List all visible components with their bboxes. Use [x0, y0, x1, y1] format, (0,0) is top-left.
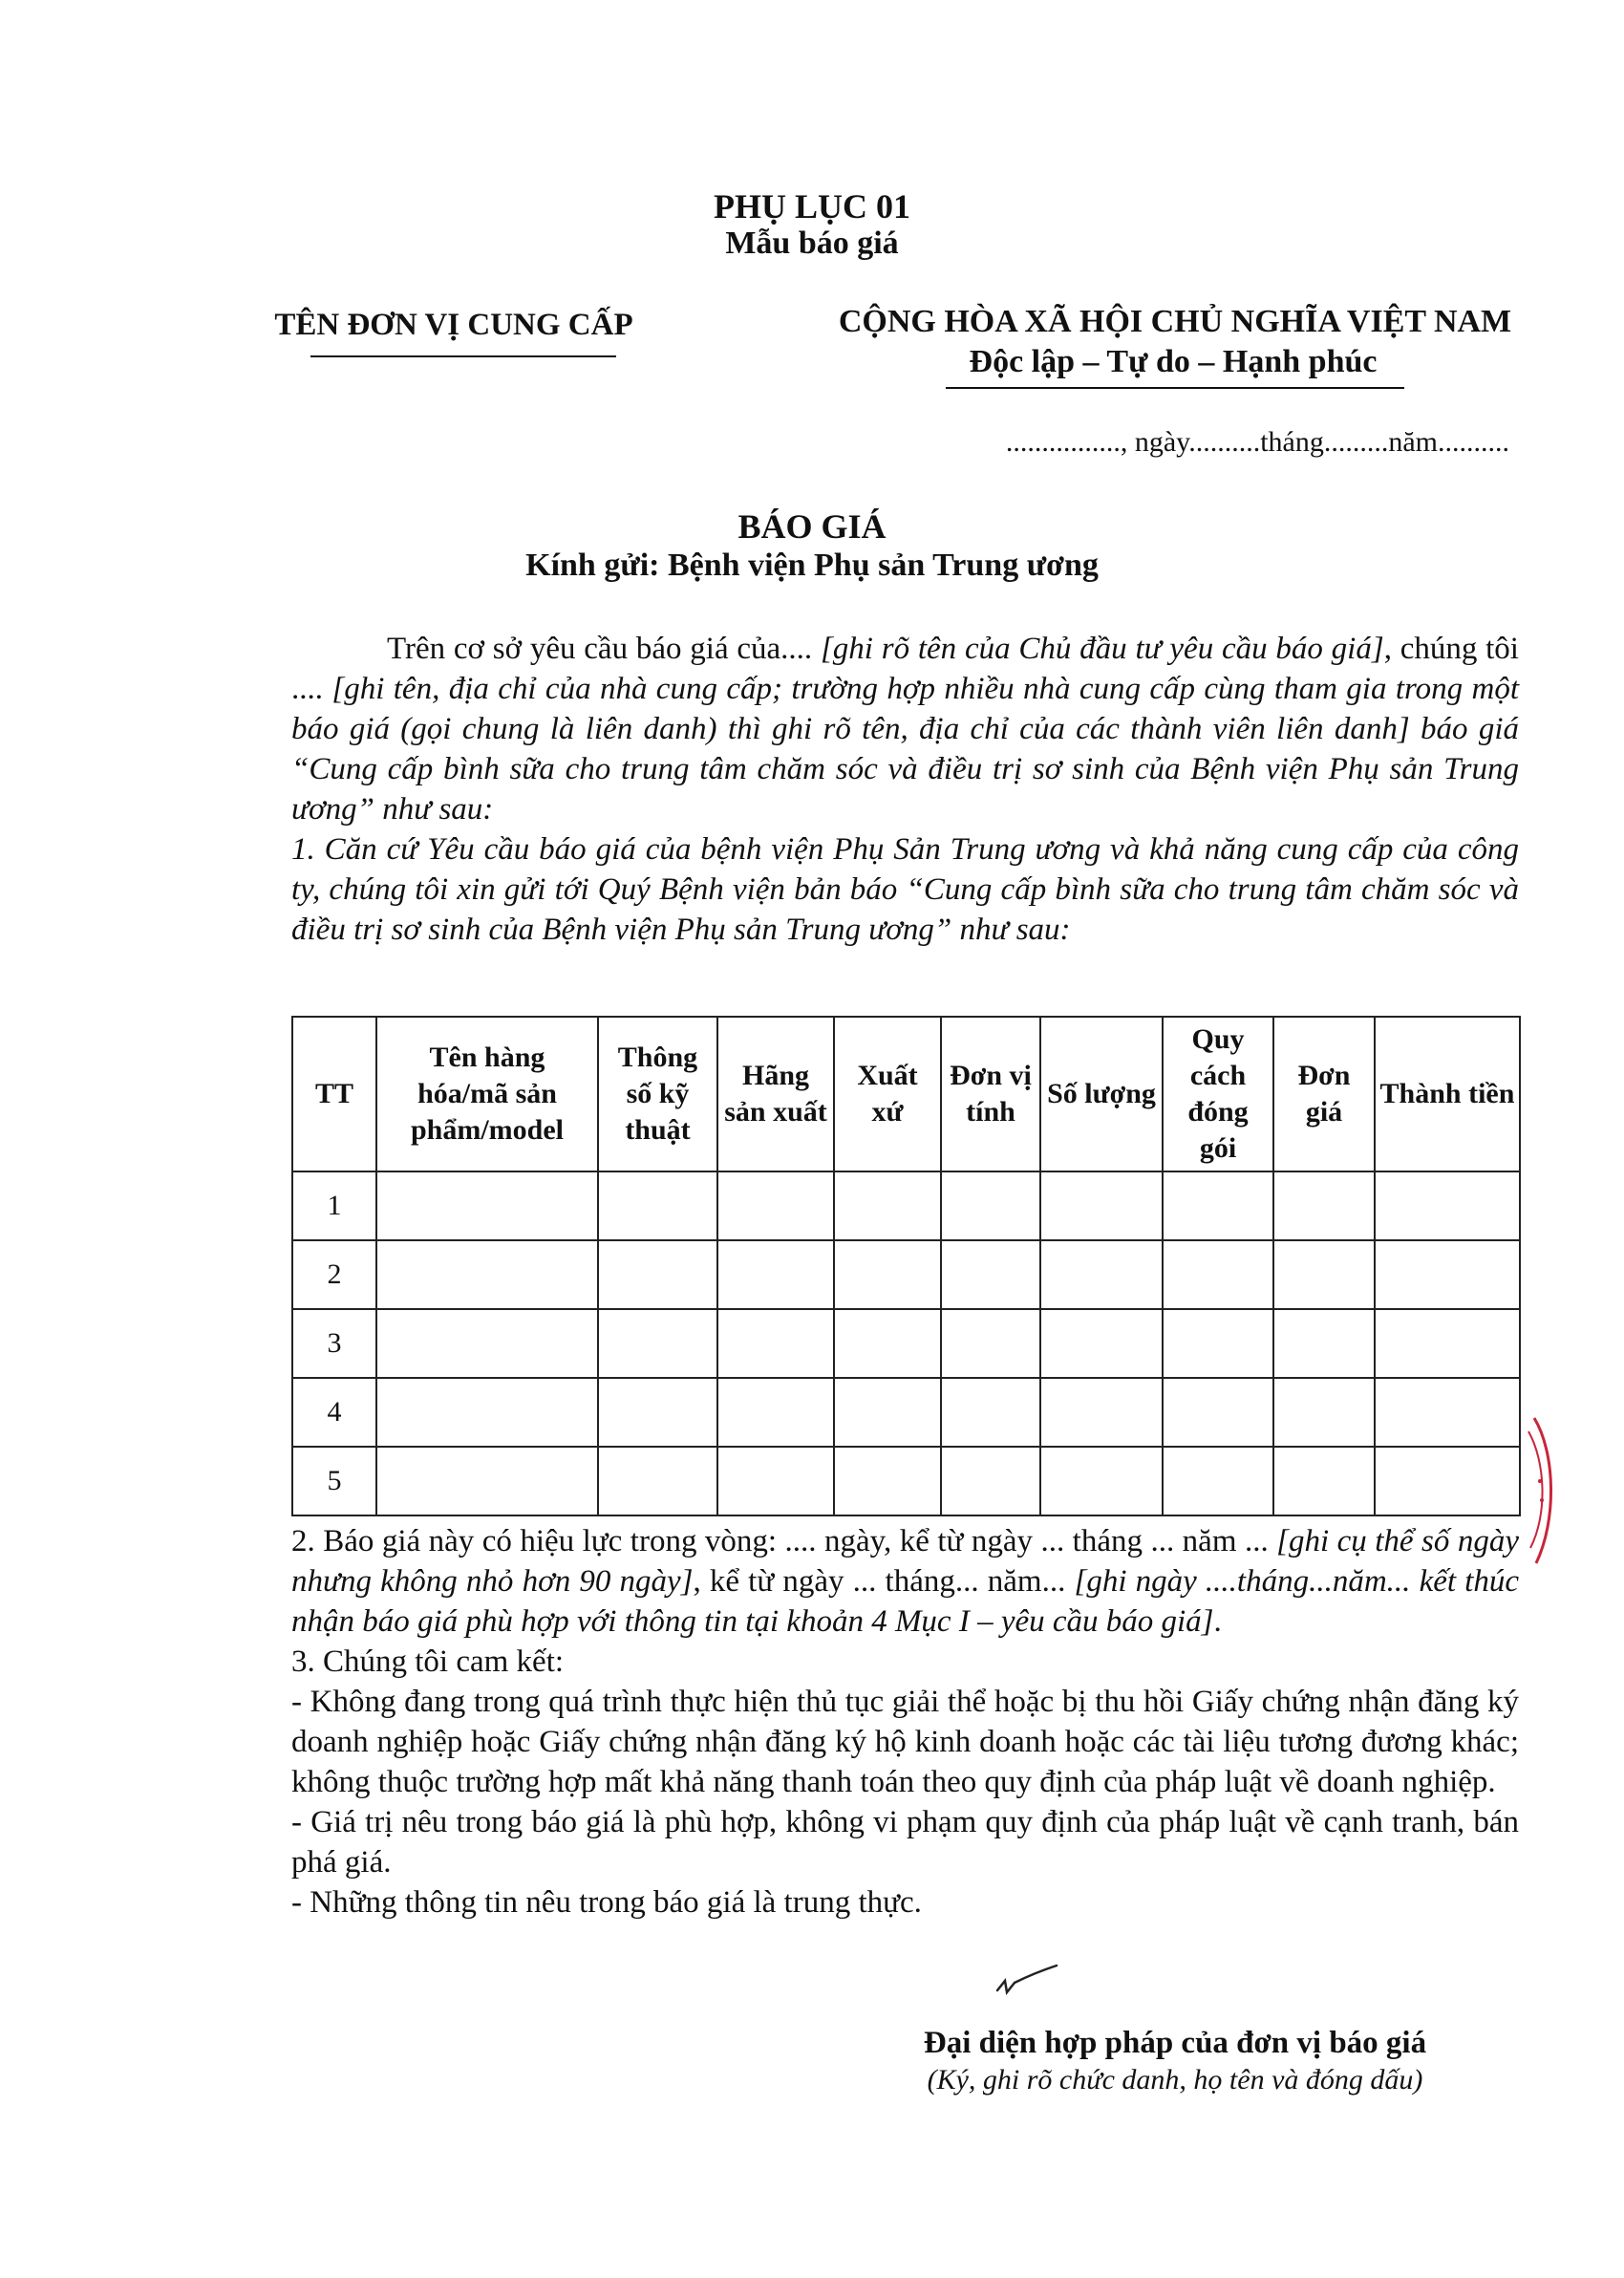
table-cell: [1273, 1378, 1375, 1447]
column-header: Thông số kỹ thuật: [598, 1017, 717, 1171]
table-cell: [717, 1240, 834, 1309]
table-cell: [1273, 1309, 1375, 1378]
table-cell: [1273, 1240, 1375, 1309]
table-cell: [1163, 1378, 1273, 1447]
validity-lead: 2. Báo giá này có hiệu lực trong vòng: .... ngày, kể từ ngày ... tháng ... năm ...: [291, 1524, 1277, 1558]
table-cell: [717, 1447, 834, 1515]
handwritten-initial-icon: [994, 1964, 1060, 2002]
table-cell: [834, 1447, 941, 1515]
table-cell: [1375, 1240, 1520, 1309]
column-header: Quy cách đóng gói: [1163, 1017, 1273, 1171]
supplier-underline: [310, 355, 616, 357]
table-cell: [941, 1378, 1040, 1447]
table-cell: [717, 1171, 834, 1240]
table-cell: [717, 1378, 834, 1447]
row-number: 4: [292, 1378, 376, 1447]
commitment-item: - Giá trị nêu trong báo giá là phù hợp, không vi phạm quy định của pháp luật về cạnh tranh, bán phá giá.: [291, 1805, 1519, 1880]
document-title: BÁO GIÁ: [737, 507, 887, 546]
table-cell: [834, 1240, 941, 1309]
table-cell: [598, 1447, 717, 1515]
column-header: Thành tiền: [1375, 1017, 1520, 1171]
table-cell: [598, 1240, 717, 1309]
row-number: 2: [292, 1240, 376, 1309]
form-name: Mẫu báo giá: [725, 226, 899, 261]
intro-note-requester: [ghi rõ tên của Chủ đầu tư yêu cầu báo giá]: [820, 632, 1384, 666]
closing-section: [291, 1521, 1519, 1923]
stamp-edge-icon: [1527, 1414, 1565, 1567]
validity-end: .: [1213, 1604, 1222, 1639]
table-cell: [376, 1378, 598, 1447]
quote-table: [291, 1016, 1521, 1516]
intro-lead: Trên cơ sở yêu cầu báo giá của....: [387, 632, 821, 666]
commitment-item: - Những thông tin nêu trong báo giá là trung thực.: [291, 1885, 922, 1920]
intro-mid: , chúng tôi ....: [291, 632, 1519, 706]
intro-paragraph-1: [291, 629, 1519, 829]
date-line: ................, ngày..........tháng.........năm..........: [1005, 426, 1509, 458]
table-cell: [941, 1309, 1040, 1378]
column-header: Đơn vị tính: [941, 1017, 1040, 1171]
table-cell: [941, 1240, 1040, 1309]
table-cell: [376, 1171, 598, 1240]
table-cell: [1375, 1171, 1520, 1240]
country-name: CỘNG HÒA XÃ HỘI CHỦ NGHĨA VIỆT NAM: [838, 304, 1512, 339]
table-cell: [1040, 1378, 1163, 1447]
table-cell: [1273, 1171, 1375, 1240]
table-cell: [834, 1378, 941, 1447]
addressee: Kính gửi: Bệnh viện Phụ sản Trung ương: [525, 548, 1099, 583]
table-cell: [834, 1171, 941, 1240]
table-cell: [717, 1309, 834, 1378]
row-number: 5: [292, 1447, 376, 1515]
validity-note-days: [ghi cụ thể số ngày nhưng không nhỏ hơn 90 ngày]: [291, 1524, 1519, 1599]
table-cell: [376, 1240, 598, 1309]
table-cell: [1375, 1309, 1520, 1378]
intro-note-supplier: [ghi tên, địa chỉ của nhà cung cấp; trường hợp nhiều nhà cung cấp cùng tham gia trong một báo giá (gọi chung là liên danh) thì ghi rõ tên, địa chỉ của các thành viên liên danh] báo giá “Cung cấp bình sữa cho trung tâm chăm sóc và điều trị sơ sinh của Bệnh viện Phụ sản Trung ương” như sau:: [291, 672, 1519, 827]
table-cell: [1040, 1309, 1163, 1378]
table-cell: [376, 1309, 598, 1378]
supplier-name-placeholder: TÊN ĐƠN VỊ CUNG CẤP: [274, 308, 633, 342]
appendix-title: PHỤ LỤC 01: [714, 187, 910, 226]
table-cell: [941, 1171, 1040, 1240]
table-cell: [1040, 1171, 1163, 1240]
table-cell: [1040, 1240, 1163, 1309]
table-cell: [1163, 1240, 1273, 1309]
table-cell: [1163, 1447, 1273, 1515]
table-cell: [834, 1309, 941, 1378]
table-cell: [598, 1171, 717, 1240]
validity-mid: , kể từ ngày ... tháng... năm...: [693, 1564, 1075, 1599]
column-header: TT: [292, 1017, 376, 1171]
column-header: Đơn giá: [1273, 1017, 1375, 1171]
table-cell: [376, 1447, 598, 1515]
national-motto: Độc lập – Tự do – Hạnh phúc: [969, 344, 1378, 379]
column-header: Tên hàng hóa/mã sản phẩm/model: [376, 1017, 598, 1171]
column-header: Xuất xứ: [834, 1017, 941, 1171]
table-cell: [1375, 1378, 1520, 1447]
table-cell: [1375, 1447, 1520, 1515]
column-header: Hãng sản xuất: [717, 1017, 834, 1171]
table-cell: [1273, 1447, 1375, 1515]
table-row: [292, 1447, 1520, 1515]
table-cell: [941, 1447, 1040, 1515]
row-number: 3: [292, 1309, 376, 1378]
row-number: 1: [292, 1171, 376, 1240]
intro-paragraph-2: 1. Căn cứ Yêu cầu báo giá của bệnh viện Phụ Sản Trung ương và khả năng cung cấp của công ty, chúng tôi xin gửi tới Quý Bệnh viện bản báo “Cung cấp bình sữa cho trung tâm chăm sóc và điều trị sơ sinh của Bệnh viện Phụ sản Trung ương” như sau:: [291, 832, 1519, 947]
table-cell: [598, 1309, 717, 1378]
motto-underline: [946, 387, 1404, 389]
commitment-item: - Không đang trong quá trình thực hiện thủ tục giải thể hoặc bị thu hồi Giấy chứng nhận đăng ký doanh nghiệp hoặc Giấy chứng nhận đăng ký hộ kinh doanh hoặc các tài liệu tương đương khác; không thuộc trường hợp mất khả năng thanh toán theo quy định của pháp luật về doanh nghiệp.: [291, 1685, 1519, 1799]
table-cell: [1040, 1447, 1163, 1515]
table-header-row: [292, 1017, 1520, 1171]
table-cell: [1163, 1171, 1273, 1240]
commitment-heading: 3. Chúng tôi cam kết:: [291, 1644, 565, 1679]
table-cell: [1163, 1309, 1273, 1378]
column-header: Số lượng: [1040, 1017, 1163, 1171]
table-row: [292, 1171, 1520, 1240]
validity-clause: [291, 1521, 1519, 1642]
table-row: [292, 1309, 1520, 1378]
intro-section: [291, 629, 1519, 950]
table-row: [292, 1240, 1520, 1309]
table-cell: [598, 1378, 717, 1447]
validity-note-date: [ghi ngày ....tháng...năm... kết thúc nhận báo giá phù hợp với thông tin tại khoản 4 Mục I – yêu cầu báo giá]: [291, 1564, 1520, 1639]
table-row: [292, 1378, 1520, 1447]
signature-title: Đại diện hợp pháp của đơn vị báo giá: [923, 2026, 1427, 2060]
signature-note: (Ký, ghi rõ chức danh, họ tên và đóng dấu): [927, 2064, 1423, 2095]
